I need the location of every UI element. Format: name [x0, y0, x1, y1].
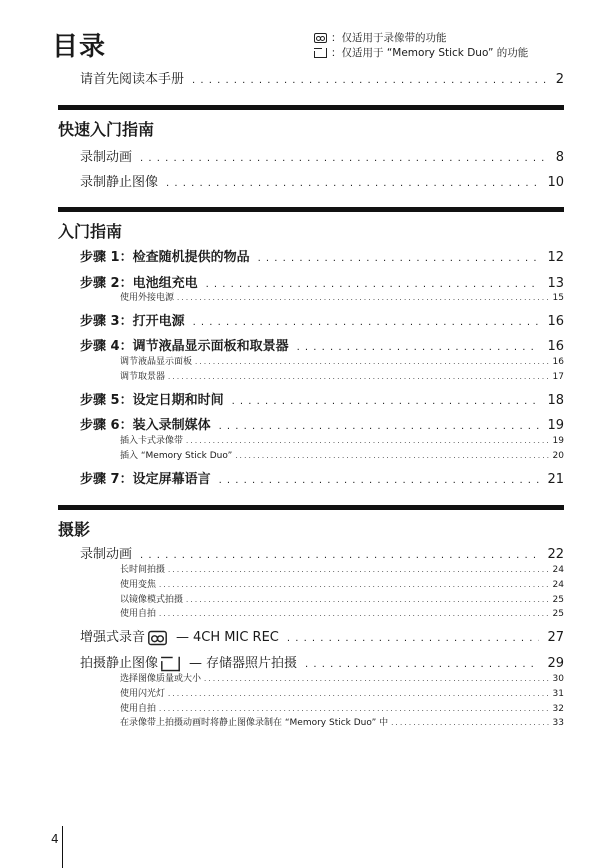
toc-page-number: 33: [552, 718, 564, 728]
toc-subentry[interactable]: [120, 688, 564, 701]
dot-leader: [159, 579, 550, 592]
section-divider: [58, 105, 564, 110]
dot-leader: [297, 339, 540, 356]
dot-leader: [219, 472, 540, 489]
toc-subentry-label: 调节液晶显示面板: [120, 357, 193, 367]
toc-subentry-label: 调节取景器: [120, 372, 166, 382]
toc-subentry[interactable]: [120, 579, 564, 592]
dot-leader: [232, 393, 540, 410]
toc-subentry-label: 插入 “Memory Stick Duo”: [120, 451, 233, 461]
dot-leader: [186, 594, 550, 607]
toc-entry-label: 步骤 3：打开电源: [80, 314, 185, 329]
tape-icon: [148, 631, 167, 646]
dot-leader: [159, 608, 550, 621]
dot-leader: [219, 418, 540, 435]
toc-entry-label: 步骤 6：装入录制媒体: [80, 418, 211, 433]
dot-leader: [235, 450, 549, 463]
dot-leader: [140, 150, 548, 167]
toc-entry[interactable]: [80, 471, 564, 489]
toc-subentry-label: 插入卡式录像带: [120, 436, 184, 446]
toc-entry-label-text: 拍摄静止图像: [80, 656, 159, 671]
toc-entry-label: 步骤 5：设定日期和时间: [80, 393, 224, 408]
toc-entry[interactable]: [80, 174, 564, 192]
icon-legend: [314, 30, 528, 60]
toc-subentry-label: 使用闪光灯: [120, 689, 166, 699]
toc-subentry[interactable]: [120, 673, 564, 686]
dot-leader: [177, 292, 550, 305]
toc-entry[interactable]: [80, 275, 564, 293]
page-title: 目录: [52, 32, 107, 62]
toc-page-number: 8: [555, 150, 564, 165]
toc-subentry-label: 在录像带上拍摄动画时将静止图像录制在 “Memory Stick Duo” 中: [120, 718, 389, 728]
toc-entry[interactable]: [80, 313, 564, 331]
toc-subentry[interactable]: [120, 356, 564, 369]
toc-subentry-label: 使用变焦: [120, 580, 157, 590]
dot-leader: [166, 175, 539, 192]
dot-leader: [159, 703, 550, 716]
toc-entry-label: 步骤 7：设定屏幕语言: [80, 472, 211, 487]
dot-leader: [168, 371, 550, 384]
toc-entry-label: 录制静止图像: [80, 175, 159, 190]
tape-icon: [314, 33, 327, 43]
section-title-getting-started: 入门指南: [58, 222, 123, 241]
toc-page-number: 17: [552, 372, 564, 382]
toc-subentry-label: 使用外接电源: [120, 293, 175, 303]
toc-entry-label: [80, 655, 297, 673]
toc-entry-label: [80, 629, 279, 647]
dot-leader: [206, 276, 540, 293]
dot-leader: [192, 72, 548, 89]
toc-page-number: 24: [552, 565, 564, 575]
toc-entry-label-text: 增强式录音: [80, 630, 146, 645]
toc-page-number: 19: [552, 436, 564, 446]
dot-leader: [305, 656, 539, 673]
toc-page-number: 16: [547, 339, 564, 354]
toc-subentry-label: 使用自拍: [120, 704, 157, 714]
dot-leader: [287, 630, 540, 647]
toc-subentry[interactable]: [120, 564, 564, 577]
toc-page-number: 29: [547, 656, 564, 671]
toc-entry-label: 步骤 1：检查随机提供的物品: [80, 250, 250, 265]
dot-leader: [193, 314, 540, 331]
dot-leader: [140, 547, 539, 564]
toc-entry-label-suffix: 4CH MIC REC: [193, 630, 279, 645]
toc-page-number: 16: [552, 357, 564, 367]
dot-leader: [195, 356, 550, 369]
section-divider: [58, 505, 564, 510]
toc-page-number: 24: [552, 580, 564, 590]
dot-leader: [391, 717, 549, 730]
toc-subentry[interactable]: [120, 450, 564, 463]
toc-page-number: 25: [552, 609, 564, 619]
toc-entry-label-suffix: 存储器照片拍摄: [206, 656, 298, 671]
toc-entry-read-first[interactable]: [80, 71, 564, 89]
memory-stick-icon: [161, 657, 180, 672]
legend-row-memory-stick: [314, 45, 528, 60]
toc-page-number: 32: [552, 704, 564, 714]
toc-subentry-label: 选择图像质量或大小: [120, 674, 202, 684]
toc-entry[interactable]: [80, 655, 564, 673]
toc-entry[interactable]: [80, 249, 564, 267]
toc-page-number: 19: [547, 418, 564, 433]
section-title-quick-start: 快速入门指南: [58, 120, 155, 139]
toc-page-number: 21: [547, 472, 564, 487]
toc-subentry[interactable]: [120, 292, 564, 305]
dash-separator: —: [189, 656, 203, 671]
toc-page-number: 30: [552, 674, 564, 684]
toc-page-number: 20: [552, 451, 564, 461]
toc-entry[interactable]: [80, 392, 564, 410]
toc-subentry[interactable]: [120, 717, 564, 730]
dot-leader: [186, 435, 550, 448]
toc-subentry-label: 长时间拍摄: [120, 565, 166, 575]
toc-subentry[interactable]: [120, 435, 564, 448]
toc-subentry-label: 使用自拍: [120, 609, 157, 619]
toc-entry[interactable]: [80, 417, 564, 435]
page-number: 4: [51, 832, 59, 846]
toc-page-number: 2: [555, 72, 564, 87]
toc-page-number: 15: [552, 293, 564, 303]
toc-entry-label: 请首先阅读本手册: [80, 72, 185, 87]
toc-page-number: 27: [547, 630, 564, 645]
toc-subentry-label: 以镜像模式拍摄: [120, 595, 184, 605]
memory-stick-icon: [314, 48, 327, 58]
toc-subentry[interactable]: [120, 594, 564, 607]
legend-text-tape: ：仅适用于录像带的功能: [331, 32, 447, 44]
section-title-recording: 摄影: [58, 520, 91, 539]
toc-entry[interactable]: [80, 629, 564, 647]
toc-subentry[interactable]: [120, 703, 564, 716]
legend-text-memory-stick: ：仅适用于 “Memory Stick Duo” 的功能: [331, 47, 529, 59]
section-divider: [58, 207, 564, 212]
toc-entry-label: 录制动画: [80, 547, 133, 562]
toc-entry[interactable]: [80, 149, 564, 167]
toc-entry-label: 步骤 4：调节液晶显示面板和取景器: [80, 339, 289, 354]
toc-page-number: 10: [547, 175, 564, 190]
toc-entry-label: 录制动画: [80, 150, 133, 165]
toc-page-number: 16: [547, 314, 564, 329]
toc-entry[interactable]: [80, 546, 564, 564]
toc-entry-label: 步骤 2：电池组充电: [80, 276, 198, 291]
toc-subentry[interactable]: [120, 608, 564, 621]
toc-page-number: 13: [547, 276, 564, 291]
dash-separator: —: [176, 630, 190, 645]
toc-page-number: 18: [547, 393, 564, 408]
dot-leader: [204, 673, 550, 686]
dot-leader: [258, 250, 540, 267]
margin-rule: [62, 826, 63, 868]
toc-entry[interactable]: [80, 338, 564, 356]
toc-page-number: 12: [547, 250, 564, 265]
toc-page-number: 31: [552, 689, 564, 699]
toc-subentry[interactable]: [120, 371, 564, 384]
dot-leader: [168, 564, 550, 577]
dot-leader: [168, 688, 550, 701]
toc-page-number: 22: [547, 547, 564, 562]
toc-page-number: 25: [552, 595, 564, 605]
legend-row-tape: [314, 30, 528, 45]
